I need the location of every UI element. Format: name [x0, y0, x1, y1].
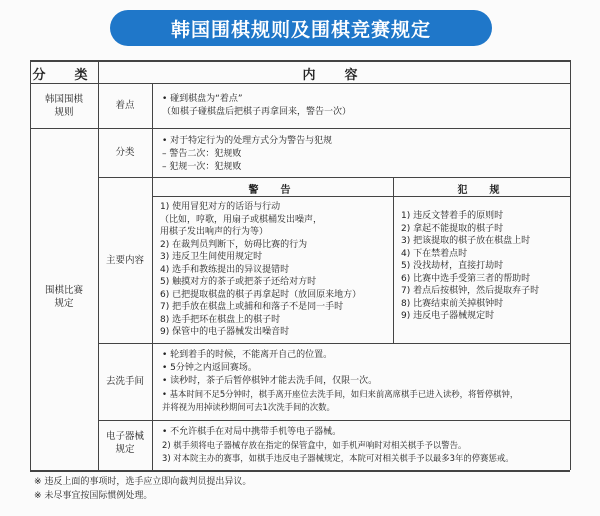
- restroom-line: • 基本时间不足5分钟时，棋手离开座位去洗手间，如归来前离席棋手已进入读秒，将暂停棋钟，: [162, 389, 519, 399]
- foul-item: 9) 违反电子器械规定时: [401, 311, 495, 321]
- placement-rule-line: （如棋子碰棋盘后把棋子再拿回来，警告一次）: [162, 107, 352, 117]
- restroom-line: • 轮到着手的时候，不能离开自己的位置。: [162, 350, 333, 360]
- warning-item: 2) 在裁判员判断下，妨碍比赛的行为: [160, 239, 308, 250]
- electronics-line: • 不允许棋手在对局中携带手机等电子器械。: [162, 427, 342, 437]
- electronics-item-label: 电子器械规定: [105, 431, 144, 455]
- korea-rules-category: 韩国围棋规则: [44, 94, 83, 118]
- warning-list: [160, 201, 361, 339]
- foul-header: 犯 规: [457, 185, 506, 196]
- foul-item: 8) 比赛结束前关掉棋钟时: [401, 298, 504, 309]
- electronics-line: 3) 对本院主办的赛事，如棋手违反电子器械规定，本院可对相关棋手予以最多3年的停赛惩戒。: [162, 453, 514, 463]
- warning-item: 9) 保管中的电子器械发出噪音时: [160, 327, 290, 337]
- restroom-item-label: 去洗手间: [105, 376, 144, 387]
- restroom-line: • 5分钟之内返回赛场。: [162, 363, 257, 373]
- warning-item: 7) 把手放在棋盘上或捕和和落子不是同一手时: [160, 302, 344, 312]
- footnote: ※ 违反上面的事项时，选手应立即向裁判员提出异议。: [34, 477, 252, 487]
- foul-item: 5) 没找劫材，直接打劫时: [401, 261, 504, 271]
- placement-rule-line: • 碰到棋盘为“着点”: [162, 94, 243, 104]
- classification-line: – 犯规一次：犯规败: [162, 162, 242, 172]
- placement-item-label: 着点: [115, 100, 135, 111]
- warning-item: 用棋子发出响声的行为等）: [160, 227, 269, 237]
- foul-item: 6) 比赛中选手受第三者的帮助时: [401, 273, 531, 284]
- header-content: 内 容: [302, 68, 366, 83]
- foul-item: 7) 着点后按棋钟，然后提取弃子时: [401, 286, 540, 296]
- warning-item: 3) 违反卫生间使用规定时: [160, 252, 263, 262]
- foul-item: 1) 违反文替着手的原则时: [401, 211, 504, 221]
- classification-item-label: 分类: [115, 147, 135, 158]
- competition-rules-category: 围棋比赛规定: [44, 285, 83, 309]
- warning-item: 8) 选手把环在棋盘上的棋子时: [160, 314, 281, 325]
- restroom-line: 并将视为用掉读秒期间可去1次洗手间的次数。: [162, 402, 335, 412]
- warning-item: 1) 使用冒犯对方的话语与行动: [160, 202, 281, 212]
- warning-item: 5) 触摸对方的茶子或把茶子还给对方时: [160, 277, 317, 287]
- classification-line: – 警告二次：犯规败: [162, 149, 242, 159]
- header-category: 分 类: [32, 68, 96, 83]
- warning-item: 6) 已把提取棋盘的棋子再拿起时（放回原来地方）: [160, 289, 362, 300]
- main-content-item-label: 主要内容: [105, 255, 144, 266]
- footnote: ※ 未尽事宜按国际惯例处理。: [34, 491, 153, 501]
- warning-item: （比如，哼歌，用扇子或棋桶发出噪声，: [160, 214, 323, 225]
- warning-header: 警 告: [248, 185, 297, 196]
- classification-line: • 对于特定行为的处理方式分为警告与犯规: [162, 136, 333, 146]
- restroom-line: • 读秒时，茶子后暂停棋钟才能去洗手间，仅限一次。: [162, 376, 378, 386]
- warning-item: 4) 选手和教练提出的异议提错时: [160, 264, 290, 275]
- foul-item: 4) 下在禁着点时: [401, 248, 468, 259]
- foul-list: [401, 210, 539, 323]
- electronics-line: 2) 棋手须将电子器械存放在指定的保管盒中，如手机声响时对相关棋手予以警告。: [162, 440, 467, 450]
- page-title: 韩国围棋规则及围棋竞赛规定: [110, 10, 492, 46]
- foul-item: 3) 把该提取的棋子放在棋盘上时: [401, 236, 531, 246]
- foul-item: 2) 拿起不能提取的棋子时: [401, 223, 504, 234]
